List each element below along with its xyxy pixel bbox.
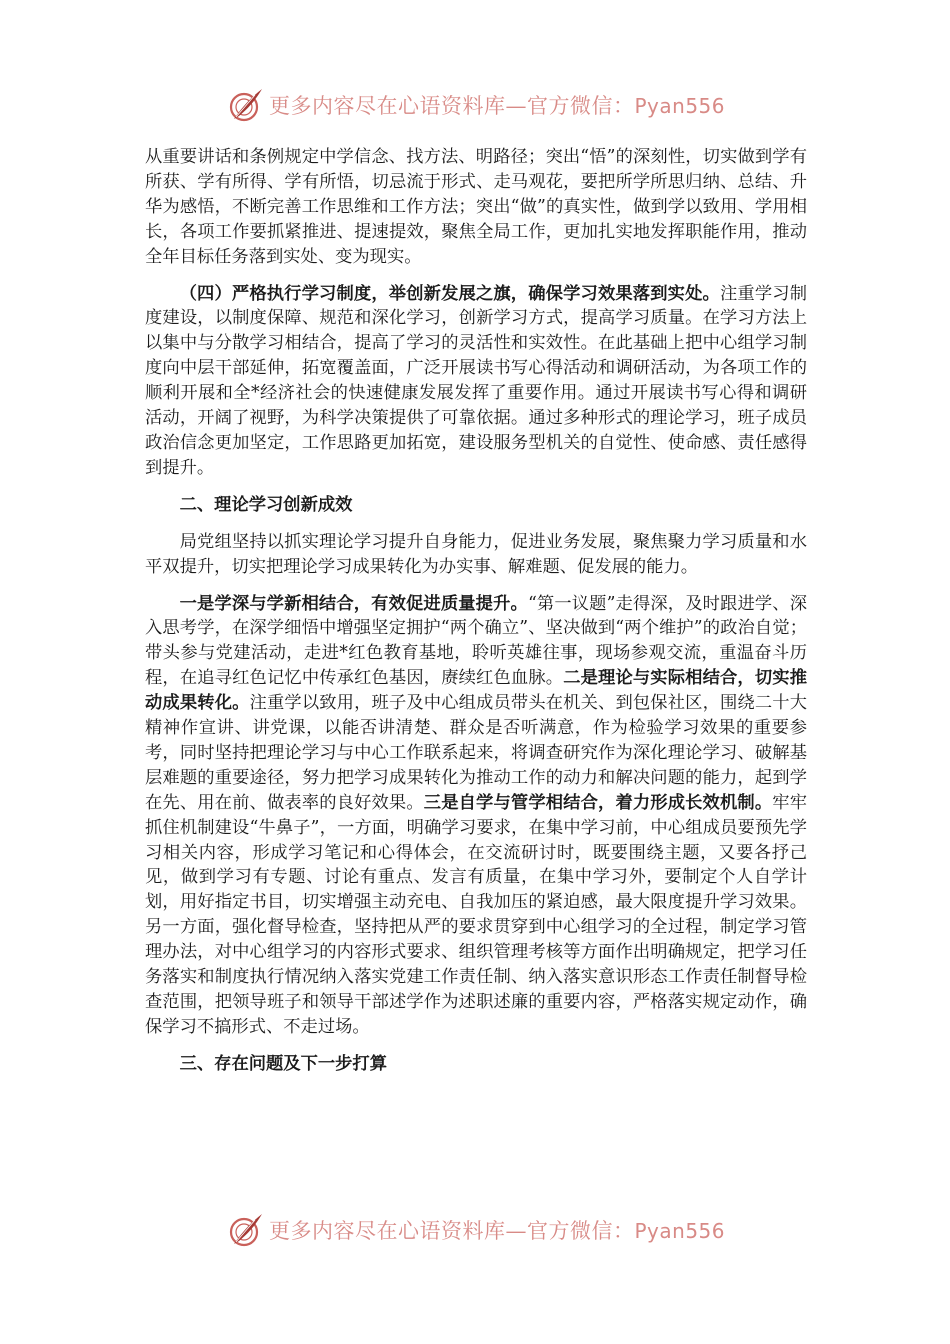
section-heading-3: 三、存在问题及下一步打算 [179,1053,387,1074]
header-banner [0,82,950,128]
paragraph-3: 局党组坚持以抓实理论学习提升自身能力，促进业务发展，聚焦聚力学习质量和水平双提升，切实把理论学习成果转化为办实事、解难题、促发展的能力。 [145,531,807,577]
quill-seal-icon [225,85,265,125]
banner-text: 更多内容尽在心语资料库—官方微信：Pyan556 [268,1219,725,1243]
point-3-heading: 三是自学与管学相结合，着力形成长效机制。 [423,792,773,813]
paragraph-2: （四）严格执行学习制度，举创新发展之旗，确保学习效果落到实处。注重学习制度建设，以制度保障、规范和深化学习，创新学习方式，提高学习质量。在学习方法上以集中与分散学习相结合，提高了学习的灵活性和实效性。在此基础上把中心组学习制度向中层干部延伸，拓宽覆盖面，广泛开展读书写心得活动和调研活动，为各项工作的顺利开展和全*经济社会的快速健康发展发挥了重要作用。通过开展读书写心得和调研活动，开阔了视野，为科学决策提供了可靠依据。通过多种形式的理论学习，班子成员政治信念更加坚定，工作思路更加拓宽，建设服务型机关的自觉性、使命感、责任感得到提升。 [145,283,807,478]
point-2-heading: 二是理论与实际相结合，切实推动成果转化。 [145,668,807,714]
banner-text: 更多内容尽在心语资料库—官方微信：Pyan556 [268,94,725,118]
quill-seal-icon [225,1210,265,1250]
document-body [145,145,807,1077]
point-1-heading: 一是学深与学新相结合，有效促进质量提升。 [179,593,528,614]
footer-banner [0,1207,950,1253]
section-heading-2: 二、理论学习创新成效 [179,494,353,515]
paragraph-2-heading: （四）严格执行学习制度，举创新发展之旗，确保学习效果落到实处。 [179,283,720,304]
paragraph-1: 从重要讲话和条例规定中学信念、找方法、明路径；突出“悟”的深刻性，切实做到学有所获、学有所得、学有所悟，切忌流于形式、走马观花，要把所学所思归纳、总结、升华为感悟，不断完善工作思维和工作方法；突出“做”的真实性，做到学以致用、学用相长，各项工作要抓紧推进、提速提效，聚焦全局工作，更加扎实地发挥职能作用，推动全年目标任务落到实处、变为现实。 [145,147,807,267]
paragraph-4: 一是学深与学新相结合，有效促进质量提升。“第一议题”走得深，及时跟进学、深入思考学，在深学细悟中增强坚定拥护“两个确立”、坚决做到“两个维护”的政治自觉；带头参与党建活动，走进*红色教育基地，聆听英雄往事，现场参观交流，重温奋斗历程，在追寻红色记忆中传承红色基因，赓续红色血脉。二是理论与实际相结合，切实推动成果转化。注重学以致用，班子及中心组成员带头在机关、到包保社区，围绕二十大精神作宣讲、讲党课，以能否讲清楚、群众是否听满意，作为检验学习效果的重要参考，同时坚持把理论学习与中心工作联系起来，将调查研究作为深化理论学习、破解基层难题的重要途径，努力把学习成果转化为推动工作的动力和解决问题的能力，起到学在先、用在前、做表率的良好效果。三是自学与管学相结合，着力形成长效机制。牢牢抓住机制建设“牛鼻子”，一方面，明确学习要求，在集中学习前，中心组成员要预先学习相关内容，形成学习笔记和心得体会，在交流研讨时，既要围绕主题，又要各抒己见，做到学习有专题、讨论有重点、发言有质量，在集中学习外，要制定个人自学计划，用好指定书目，切实增强主动充电、自我加压的紧迫感，最大限度提升学习效果。另一方面，强化督导检查，坚持把从严的要求贯穿到中心组学习的全过程，制定学习管理办法，对中心组学习的内容形式要求、组织管理考核等方面作出明确规定，把学习任务落实和制度执行情况纳入落实党建工作责任制、纳入落实意识形态工作责任制督导检查范围，把领导班子和领导干部述学作为述职述廉的重要内容，严格落实规定动作，确保学习不搞形式、不走过场。 [145,593,807,1037]
